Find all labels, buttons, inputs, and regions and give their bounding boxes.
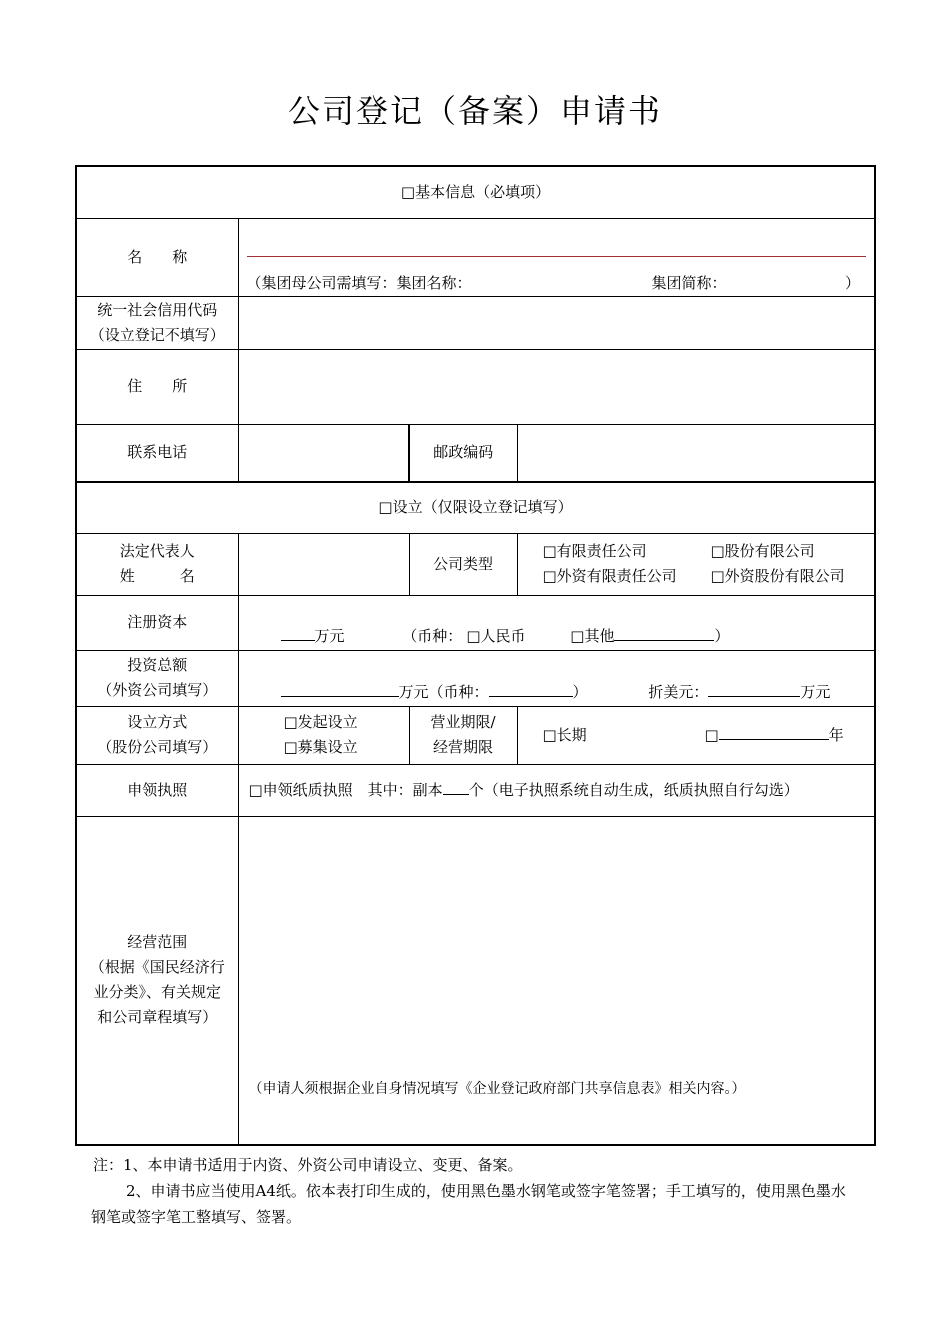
postcode-label: 邮政编码 bbox=[409, 424, 517, 482]
currency-close: ） bbox=[714, 626, 730, 645]
method-promotion-checkbox[interactable]: □发起设立 bbox=[283, 713, 358, 731]
investment-label-line2: （外资公司填写） bbox=[97, 681, 218, 699]
group-close: ） bbox=[844, 273, 860, 292]
scope-label-line3: 业分类》、有关规定 bbox=[93, 983, 221, 1002]
capital-field bbox=[238, 595, 875, 650]
credit-code-label bbox=[76, 296, 238, 349]
capital-label: 注册资本 bbox=[76, 595, 238, 650]
credit-code-label-line1: 统一社会信用代码 bbox=[97, 300, 218, 319]
method-label-line2: （股份公司填写） bbox=[97, 738, 218, 756]
investment-label-line1: 投资总额 bbox=[127, 656, 188, 674]
company-type-options bbox=[517, 533, 875, 595]
phone-label: 联系电话 bbox=[76, 424, 238, 482]
name-red-line bbox=[247, 256, 867, 257]
term-years-checkbox[interactable]: □ bbox=[704, 726, 719, 744]
type-option-foreign-joint-stock[interactable]: □外资股份有限公司 bbox=[710, 567, 845, 585]
investment-label bbox=[76, 650, 238, 706]
type-option-llc[interactable]: □有限责任公司 bbox=[542, 542, 647, 560]
license-note: 个（电子执照系统自动生成，纸质执照自行勾选） bbox=[468, 781, 799, 799]
usd-amount-blank[interactable] bbox=[708, 679, 800, 697]
legal-rep-label-line2: 姓 名 bbox=[119, 567, 195, 585]
investment-amount-blank[interactable] bbox=[281, 679, 399, 697]
basic-info-section-header[interactable]: □基本信息（必填项） bbox=[76, 166, 875, 218]
type-option-joint-stock[interactable]: □股份有限公司 bbox=[710, 542, 815, 560]
page-title: 公司登记（备案）申请书 bbox=[287, 92, 662, 130]
license-copies-blank[interactable] bbox=[443, 777, 469, 795]
currency-prefix: （币种： bbox=[402, 626, 463, 645]
application-form-table bbox=[75, 165, 876, 1146]
term-label-line2: 经营期限 bbox=[432, 738, 493, 756]
scope-hint: （申请人须根据企业自身情况填写《企业登记政府部门共享信息表》相关内容。） bbox=[248, 1081, 746, 1097]
capital-unit: 万元 bbox=[314, 626, 345, 645]
notes bbox=[93, 1152, 853, 1230]
currency-other-blank[interactable] bbox=[614, 623, 714, 641]
scope-label-line2: （根据《国民经济行 bbox=[89, 958, 225, 977]
usd-prefix: 折美元： bbox=[648, 682, 709, 701]
term-label-line1: 营业期限/ bbox=[430, 713, 496, 731]
method-options bbox=[238, 706, 409, 764]
credit-code-label-line2: （设立登记不填写） bbox=[89, 325, 225, 344]
legal-rep-label bbox=[76, 533, 238, 595]
group-short-hint: 集团简称： bbox=[651, 273, 727, 292]
legal-rep-field[interactable] bbox=[238, 533, 409, 595]
address-field[interactable] bbox=[238, 349, 875, 424]
group-name-hint: （集团母公司需填写：集团名称： bbox=[246, 273, 472, 292]
term-options bbox=[517, 706, 875, 764]
address-label: 住 所 bbox=[76, 349, 238, 424]
investment-currency-blank[interactable] bbox=[489, 679, 573, 697]
investment-close: ） bbox=[572, 682, 588, 701]
currency-other-checkbox[interactable]: □其他 bbox=[570, 626, 615, 645]
company-type-label: 公司类型 bbox=[409, 533, 517, 595]
credit-code-field[interactable] bbox=[238, 296, 875, 349]
license-paper-checkbox[interactable]: □申领纸质执照 其中：副本 bbox=[248, 781, 443, 799]
term-label bbox=[409, 706, 517, 764]
investment-unit: 万元（币种： bbox=[398, 682, 489, 701]
license-label: 申领执照 bbox=[76, 764, 238, 816]
postcode-field[interactable] bbox=[517, 424, 875, 482]
note-2: 2、申请书应当使用A4纸。依本表打印生成的，使用黑色墨水钢笔或签字笔签署；手工填写的，使用黑色墨水钢笔或签字笔工整填写、签署。 bbox=[91, 1182, 846, 1226]
method-label bbox=[76, 706, 238, 764]
method-label-line1: 设立方式 bbox=[127, 713, 188, 731]
term-long-checkbox[interactable]: □长期 bbox=[542, 726, 587, 744]
capital-amount-blank[interactable] bbox=[281, 623, 315, 641]
scope-label-line4: 和公司章程填写） bbox=[97, 1008, 218, 1027]
term-year-unit: 年 bbox=[828, 726, 844, 744]
name-field[interactable] bbox=[238, 218, 875, 296]
scope-field[interactable] bbox=[238, 816, 875, 1145]
method-offering-checkbox[interactable]: □募集设立 bbox=[283, 738, 358, 756]
investment-field bbox=[238, 650, 875, 706]
name-label: 名 称 bbox=[76, 218, 238, 296]
phone-field[interactable] bbox=[238, 424, 409, 482]
license-field bbox=[238, 764, 875, 816]
scope-label bbox=[76, 816, 238, 1145]
note-1: 注：1、本申请书适用于内资、外资公司申请设立、变更、备案。 bbox=[93, 1156, 523, 1174]
currency-rmb-checkbox[interactable]: □人民币 bbox=[466, 626, 526, 645]
legal-rep-label-line1: 法定代表人 bbox=[119, 542, 195, 560]
scope-label-line1: 经营范围 bbox=[127, 933, 188, 952]
usd-unit: 万元 bbox=[800, 682, 831, 701]
establish-section-header[interactable]: □设立（仅限设立登记填写） bbox=[76, 482, 875, 533]
type-option-foreign-llc[interactable]: □外资有限责任公司 bbox=[542, 567, 677, 585]
term-years-blank[interactable] bbox=[719, 722, 829, 740]
